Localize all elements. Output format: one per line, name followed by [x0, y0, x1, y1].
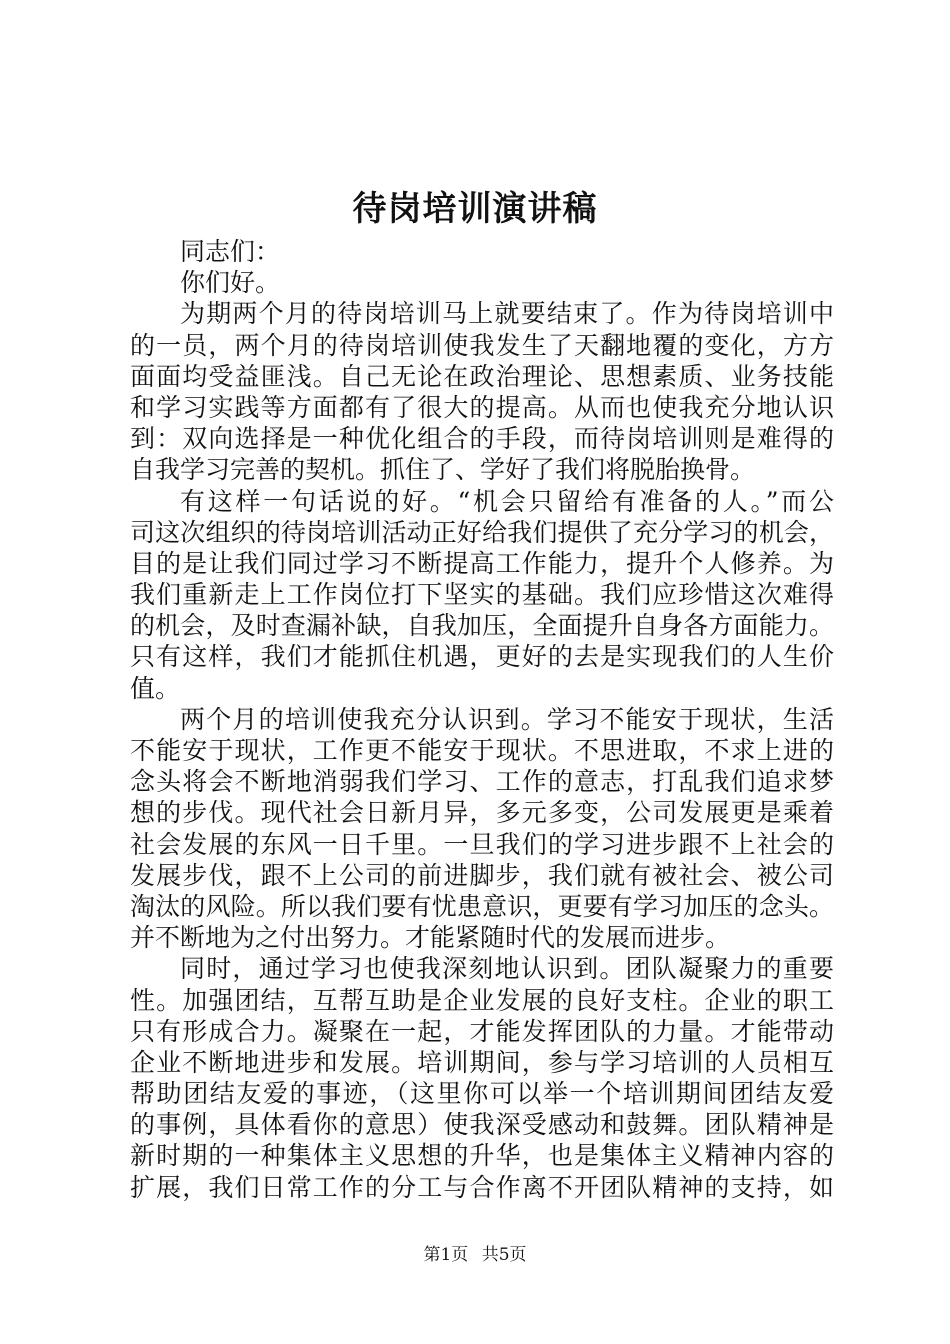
text-line: 的机会，及时查漏补缺，自我加压，全面提升自身各方面能力。: [130, 611, 834, 641]
text-line: 并不断地为之付出努力。才能紧随时代的发展而进步。: [130, 923, 731, 953]
text-line: 的一员，两个月的待岗培训使我发生了天翻地覆的变化，方方: [130, 330, 834, 360]
text-line: 和学习实践等方面都有了很大的提高。从而也使我充分地认识: [130, 392, 834, 422]
text-line: 两个月的培训使我充分认识到。学习不能安于现状，生活: [180, 704, 834, 734]
text-line: 想的步伐。现代社会日新月异，多元多变，公司发展更是乘着: [130, 798, 834, 828]
document-body: [130, 236, 834, 1203]
text-line: 面面均受益匪浅。自己无论在政治理论、思想素质、业务技能: [130, 361, 834, 391]
document-title: 待岗培训演讲稿: [352, 189, 598, 229]
text-line: 为期两个月的待岗培训马上就要结束了。作为待岗培训中: [180, 299, 834, 329]
page-number: 第1页: [423, 1245, 469, 1265]
text-line: 你们好。: [180, 268, 281, 298]
text-line: 发展步伐，跟不上公司的前进脚步，我们就有被社会、被公司: [130, 860, 834, 890]
text-line: 只有形成合力。凝聚在一起，才能发挥团队的力量。才能带动: [130, 1016, 834, 1046]
text-line: 企业不断地进步和发展。培训期间，参与学习培训的人员相互: [130, 1047, 834, 1077]
text-line: 目的是让我们同过学习不断提高工作能力，提升个人修养。为: [130, 548, 834, 578]
text-line: 扩展，我们日常工作的分工与合作离不开团队精神的支持，如: [130, 1172, 834, 1202]
text-line: 新时期的一种集体主义思想的升华，也是集体主义精神内容的: [130, 1141, 834, 1171]
text-line: 同时，通过学习也使我深刻地认识到。团队凝聚力的重要: [180, 954, 834, 984]
text-line: 我们重新走上工作岗位打下坚实的基础。我们应珍惜这次难得: [130, 580, 834, 610]
text-line: 自我学习完善的契机。抓住了、学好了我们将脱胎换骨。: [130, 455, 756, 485]
text-line: 司这次组织的待岗培训活动正好给我们提供了充分学习的机会，: [130, 517, 834, 547]
text-line: 不能安于现状，工作更不能安于现状。不思进取，不求上进的: [130, 736, 834, 765]
text-line: 的事例，具体看你的意思）使我深受感动和鼓舞。团队精神是: [130, 1110, 834, 1140]
text-line: 到：双向选择是一种优化组合的手段，而待岗培训则是难得的: [130, 424, 834, 454]
text-line: 性。加强团结，互帮互助是企业发展的良好支柱。企业的职工: [130, 985, 834, 1015]
text-line: 社会发展的东风一日千里。一旦我们的学习进步跟不上社会的: [130, 829, 834, 859]
text-line: 只有这样，我们才能抓住机遇，更好的去是实现我们的人生价: [130, 642, 834, 672]
text-line: 淘汰的风险。所以我们要有忧患意识，更要有学习加压的念头。: [130, 891, 834, 921]
text-line: 有这样一句话说的好。“机会只留给有准备的人。”而公: [180, 486, 834, 516]
page-footer: [0, 1244, 950, 1266]
text-line: 念头将会不断地消弱我们学习、工作的意志，打乱我们追求梦: [130, 767, 834, 797]
page-total: 共5页: [481, 1245, 527, 1265]
text-line: 帮助团结友爱的事迹，（这里你可以举一个培训期间团结友爱: [130, 1079, 834, 1109]
text-line: 同志们：: [180, 237, 281, 266]
text-line: 值。: [130, 673, 181, 703]
